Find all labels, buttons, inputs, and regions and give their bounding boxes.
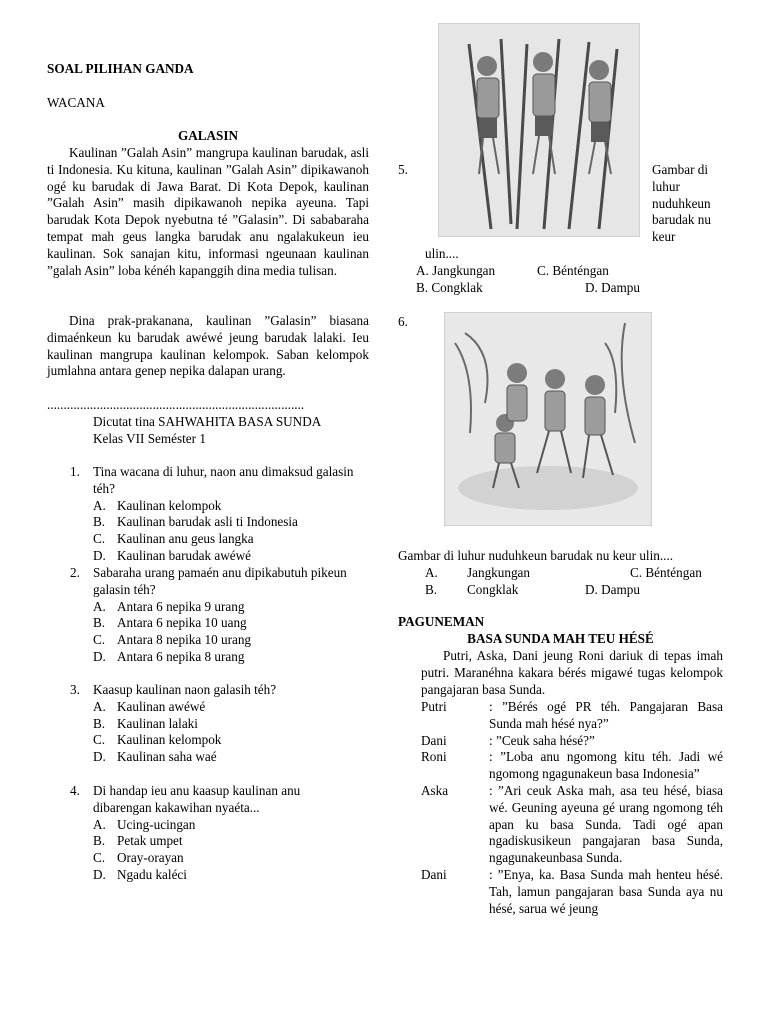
option-letter: A.: [93, 497, 106, 513]
option-letter: D.: [93, 648, 106, 664]
option-d[interactable]: [93, 867, 360, 884]
paguneman-label: PAGUNEMAN: [398, 614, 485, 629]
option-letter: C.: [93, 732, 106, 748]
dialogue-line: [421, 867, 723, 917]
option-a[interactable]: [93, 699, 360, 716]
side-text-line: luhur: [652, 178, 680, 194]
question-6-text: Gambar di luhur nuduhkeun barudak nu keur ulin....: [398, 548, 674, 563]
option-letter: A.: [93, 698, 106, 714]
option-letter: D.: [93, 749, 106, 765]
source-line-2: Kelas VII Seméster 1: [93, 431, 206, 446]
source-line-1: Dicutat tina SAHWAHITA BASA SUNDA: [93, 414, 322, 429]
option-c[interactable]: [93, 531, 360, 548]
question-text: Sabaraha urang pamaén anu dipikabutuh pikeun galasin téh?: [93, 565, 347, 597]
question-text: Di handap ieu anu kaasup kaulinan anu dibarengan kakawihan nyaéta...: [93, 783, 301, 815]
option-letter: B.: [93, 514, 106, 530]
q6-option-d[interactable]: D. Dampu: [585, 582, 640, 597]
option-text: Antara 8 nepika 10 urang: [117, 632, 252, 648]
q6-option-a[interactable]: Jangkungan: [467, 565, 530, 580]
question-1: [70, 464, 360, 565]
option-letter: B.: [93, 615, 106, 631]
question-text: Tina wacana di luhur, naon anu dimaksud galasin téh?: [93, 464, 354, 496]
dialogue-line: [421, 733, 723, 750]
option-c[interactable]: [93, 850, 360, 867]
option-b[interactable]: [93, 833, 360, 850]
stilts-drawing: [439, 24, 639, 236]
option-text: Ngadu kaléci: [117, 866, 187, 882]
reading-paragraph-1: Kaulinan ”Galah Asin” mangrupa kaulinan barudak, asli ti Indonesia. Ku kituna, kaulinan ”Galah Asin” dipikawanoh ogé ku barudak di Jawa Barat. Di Kota Depok, kaulinan ”Galah Asin” masih dipikawanoh nepika ayeuna. Tapi barudak Kota Depok nyebutna té ”Galasin”. Di sababaraha tempat mah geus langka barudak anu ngalakukeun ieu kaulinan. Sok sanajan kitu, informasi ngeunaan kaulinan ”galah Asin” loba kénéh kapanggih dina media tulisan.: [47, 145, 369, 278]
side-text-line: keur: [652, 229, 676, 245]
option-text: Kaulinan barudak asli ti Indonesia: [117, 514, 298, 530]
paguneman-intro: Putri, Aska, Dani jeung Roni dariuk di tepas imah putri. Maranéhna kakara bérés migawé tugas kelompok pangajaran basa Sunda.: [421, 648, 723, 697]
question-number: 2.: [70, 565, 80, 580]
reading-paragraph-2: Dina prak-prakanana, kaulinan ”Galasin” biasana dimaénkeun ku barudak awéwé jeung barudak lalaki. Ieu kaulinan mangrupa kaulinan kelompok. Saban kelompok jumlahna antara genep nepika dalapan urang.: [47, 313, 369, 379]
option-letter: D.: [93, 866, 106, 882]
question-number: 3.: [70, 682, 80, 697]
children-playing-drawing: [445, 313, 651, 525]
question-5-side-text: [652, 162, 732, 246]
option-a[interactable]: [93, 498, 360, 515]
option-c[interactable]: [93, 732, 360, 749]
option-d[interactable]: [93, 749, 360, 766]
question-5-continuation: ulin....: [425, 246, 459, 261]
option-letter: B.: [93, 715, 106, 731]
q6-option-b-letter[interactable]: B.: [425, 582, 438, 597]
dialogue-line: [421, 749, 723, 783]
option-d[interactable]: [93, 649, 360, 666]
option-text: Ucing-ucingan: [117, 816, 196, 832]
speaker: Aska: [421, 782, 449, 798]
dialogue-line: [421, 699, 723, 733]
option-text: Kaulinan awéwé: [117, 698, 206, 714]
option-text: Oray-orayan: [117, 850, 184, 866]
option-b[interactable]: [93, 514, 360, 531]
option-text: Kaulinan saha waé: [117, 749, 217, 765]
utterance: : ”Enya, ka. Basa Sunda mah henteu hésé. Tah, lamun pangajaran basa Sunda aya nu hésé, sarua wé jeung: [489, 866, 723, 916]
speaker: Roni: [421, 749, 447, 765]
paguneman-title: BASA SUNDA MAH TEU HÉSÉ: [467, 631, 654, 646]
option-b[interactable]: [93, 615, 360, 632]
question-number: 4.: [70, 783, 80, 798]
option-letter: A.: [93, 816, 106, 832]
utterance: : ”Loba anu ngomong kitu téh. Jadi wé ngomong ngagunakeun basa Indonesia”: [489, 749, 723, 782]
q5-option-a[interactable]: A. Jangkungan: [416, 263, 496, 278]
utterance: : ”Ceuk saha hésé?”: [489, 732, 595, 748]
question-3: [70, 682, 360, 766]
reading-title: GALASIN: [177, 128, 239, 143]
option-letter: C.: [93, 531, 106, 547]
children-playing-illustration: [444, 312, 652, 526]
option-a[interactable]: [93, 817, 360, 834]
dialogue: [421, 699, 723, 917]
option-text: Kaulinan kelompok: [117, 732, 222, 748]
q6-option-c[interactable]: C. Bénténgan: [630, 565, 702, 580]
question-2: [70, 565, 360, 666]
utterance: : ”Bérés ogé PR téh. Pangajaran Basa Sunda mah hésé nya?”: [489, 699, 723, 731]
q6-option-b[interactable]: Congklak: [467, 582, 519, 597]
utterance: : ”Ari ceuk Aska mah, asa teu hésé, biasa wé. Geuning ayeuna gé urang ngomong téh apan ku basa Sunda. Tadi ogé apan ngadiskusikeun pangajaran basa Sunda, ngagunakeunbasa Sunda.: [489, 782, 723, 866]
q5-option-d[interactable]: D. Dampu: [585, 280, 640, 295]
side-text-line: barudak nu: [652, 212, 711, 228]
q5-option-b[interactable]: B. Congklak: [416, 280, 483, 295]
question-6-number: 6.: [398, 314, 408, 329]
speaker: Dani: [421, 732, 447, 748]
option-letter: A.: [93, 598, 106, 614]
speaker: Dani: [421, 866, 447, 882]
option-text: Kaulinan anu geus langka: [117, 531, 254, 547]
question-number: 1.: [70, 464, 80, 479]
side-text-line: Gambar di: [652, 162, 709, 177]
option-text: Kaulinan lalaki: [117, 715, 198, 731]
option-text: Antara 6 nepika 8 urang: [117, 648, 245, 664]
option-text: Antara 6 nepika 9 urang: [117, 598, 245, 614]
question-4: [70, 783, 360, 884]
option-text: Petak umpet: [117, 833, 183, 849]
option-letter: C.: [93, 850, 106, 866]
option-d[interactable]: [93, 548, 360, 565]
option-c[interactable]: [93, 632, 360, 649]
option-letter: C.: [93, 632, 106, 648]
stilts-illustration: [438, 23, 640, 237]
option-text: Kaulinan kelompok: [117, 497, 222, 513]
wacana-label: WACANA: [47, 95, 105, 110]
dialogue-line: [421, 783, 723, 867]
question-5-number: 5.: [398, 162, 408, 177]
question-text: Kaasup kaulinan naon galasih téh?: [93, 682, 277, 697]
section-title: SOAL PILIHAN GANDA: [47, 61, 194, 76]
option-b[interactable]: [93, 716, 360, 733]
option-letter: B.: [93, 833, 106, 849]
q5-option-c[interactable]: C. Bénténgan: [537, 263, 609, 278]
option-text: Antara 6 nepika 10 uang: [117, 615, 247, 631]
option-a[interactable]: [93, 599, 360, 616]
option-letter: D.: [93, 547, 106, 563]
dotted-separator: ..............................................................................: [47, 397, 305, 412]
side-text-line: nuduhkeun: [652, 195, 711, 211]
option-text: Kaulinan barudak awéwé: [117, 547, 252, 563]
q6-option-a-letter[interactable]: A.: [425, 565, 438, 580]
speaker: Putri: [421, 699, 447, 714]
